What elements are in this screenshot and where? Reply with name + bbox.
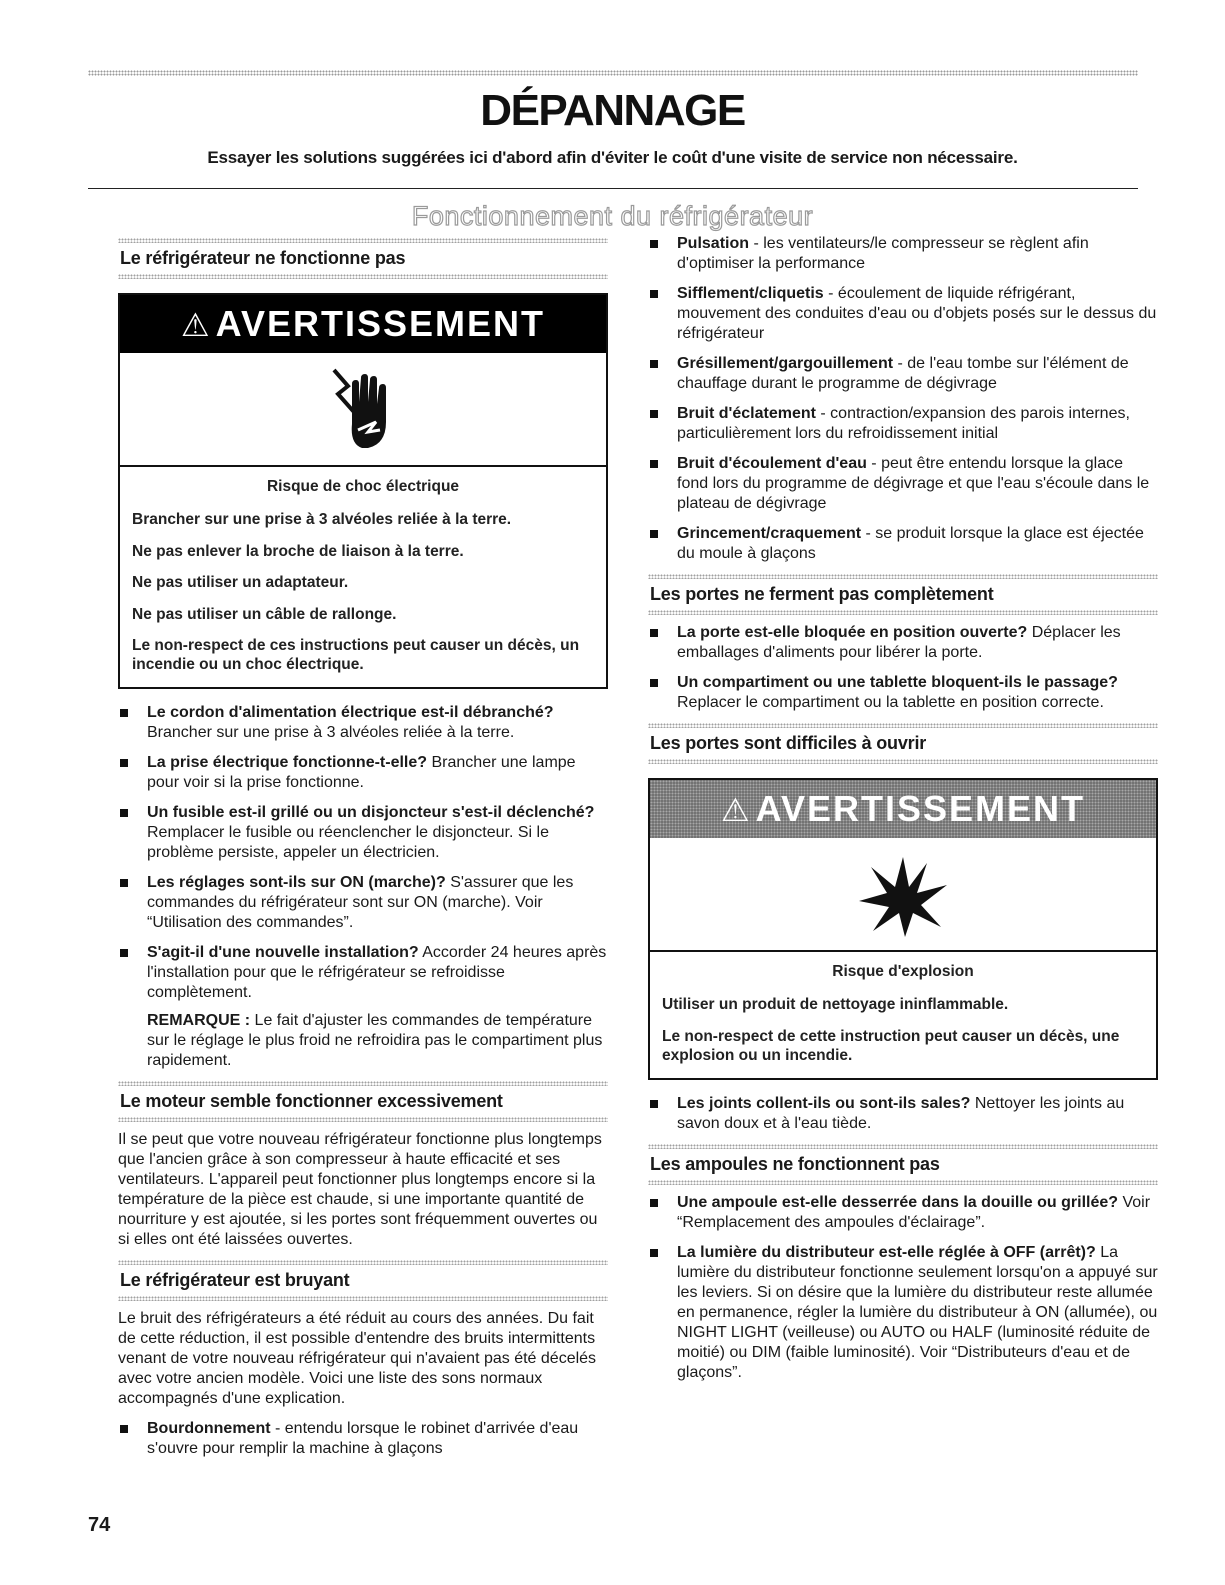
checklist [648,1094,1158,1134]
section-heading [118,1081,608,1122]
warning-line: Ne pas utiliser un adaptateur. [132,574,349,592]
list-item: Un fusible est-il grillé ou un disjoncteur s'est-il déclenché? Remplacer le fusible ou réenclencher le disjoncteur. Si le problème persiste, appeler un électricien. [118,803,608,863]
warning-line: Utiliser un produit de nettoyage ininflammable. [662,996,1009,1014]
page-subtitle: Essayer les solutions suggérées ici d'abord afin d'éviter le coût d'une visite de service non nécessaire. [207,148,1018,167]
section-heading [118,1260,608,1301]
heading-noisy: Le réfrigérateur est bruyant [120,1269,350,1290]
warning-line: Ne pas enlever la broche de liaison à la terre. [132,542,464,560]
noise-list [118,1419,608,1459]
warning-line: Le non-respect de cette instruction peut causer un décès, une explosion ou un incendie. [662,1027,1120,1065]
list-item: S'agit-il d'une nouvelle installation? Accorder 24 heures après l'installation pour que le réfrigérateur se refroidisse complètement. REMARQUE : Le fait d'ajuster les commandes de température sur le réglage le plus froid ne refroidira pas le compartiment plus rapidement. [118,943,608,1071]
list-item: Pulsation - les ventilateurs/le compresseur se règlent afin d'optimiser la performance [648,234,1158,274]
list-item: Bruit d'écoulement d'eau - peut être entendu lorsque la glace fond lors du programme de dégivrage et que l'eau s'écoule dans le plateau de dégivrage [648,454,1158,514]
list-item: Un compartiment ou une tablette bloquent-ils le passage? Replacer le compartiment ou la tablette en position correcte. [648,673,1158,713]
heading-motor: Le moteur semble fonctionner excessivement [120,1090,503,1111]
warning-line: Ne pas utiliser un câble de rallonge. [132,605,397,623]
list-item: Les réglages sont-ils sur ON (marche)? S'assurer que les commandes du réfrigérateur sont sur ON (marche). Voir “Utilisation des commandes”. [118,873,608,933]
list-item: Le cordon d'alimentation électrique est-il débranché? Brancher sur une prise à 3 alvéoles reliée à la terre. [118,703,608,743]
section-heading [118,238,608,279]
warning-header: ⚠ AVERTISSEMENT [120,295,606,353]
section-heading [648,574,1158,615]
page-number: 74 [88,1514,111,1536]
heading-not-working: Le réfrigérateur ne fonctionne pas [120,248,406,268]
checklist [648,623,1158,713]
note: REMARQUE : Le fait d'ajuster les commandes de température sur le réglage le plus froid ne refroidira pas le compartiment plus rapidement. [147,1011,603,1069]
warning-triangle-icon: ⚠ [720,792,752,828]
list-item: Sifflement/cliquetis - écoulement de liquide réfrigérant, mouvement des conduites d'eau ou d'objets posés sur le dessus du réfrigérateur [648,284,1158,344]
list-item: La lumière du distributeur est-elle réglée à OFF (arrêt)? La lumière du distributeur fonctionne seulement lorsqu'on a appuyé sur les leviers. Si on désire que la lumière du distributeur reste allumée en permanence, régler la lumière du distributeur à ON (allumée), ou NIGHT LIGHT (veilleuse) ou AUTO ou HALF (luminosité réduite de moitié) ou DIM (faible luminosité). Voir “Distributeurs d'eau et de glaçons”. [648,1243,1158,1383]
checklist [648,1193,1158,1383]
heading-doors-hard: Les portes sont difficiles à ouvrir [650,733,927,753]
section-title: Fonctionnement du réfrigérateur [411,201,814,231]
list-item: Les joints collent-ils ou sont-ils sales? Nettoyer les joints au savon doux et à l'eau tiède. [648,1094,1158,1134]
list-item: Une ampoule est-elle desserrée dans la douille ou grillée? Voir “Remplacement des ampoules d'éclairage”. [648,1193,1158,1233]
explosion-icon [650,838,1156,952]
warning-line: Brancher sur une prise à 3 alvéoles reliée à la terre. [132,511,512,529]
page-title: DÉPANNAGE [480,86,745,135]
electric-shock-hand-icon [120,353,606,467]
heading-doors-not-closing: Les portes ne ferment pas complètement [650,584,994,604]
list-item: Bruit d'éclatement - contraction/expansion des parois internes, particulièrement lors du refroidissement initial [648,404,1158,444]
warning-line: Le non-respect de ces instructions peut causer un décès, un incendie ou un choc électrique. [132,636,580,674]
warning-line: Risque d'explosion [832,963,974,980]
warning-header: ⚠ AVERTISSEMENT [650,780,1156,838]
checklist [118,703,608,1071]
heading-bulbs: Les ampoules ne fonctionnent pas [650,1153,940,1174]
top-dotted-rule [88,70,1138,76]
warning-box-explosion [648,778,1158,1080]
section-heading [648,1144,1158,1185]
section-heading [648,723,1158,764]
list-item: Bourdonnement - entendu lorsque le robinet d'arrivée d'eau s'ouvre pour remplir la machine à glaçons [118,1419,608,1459]
list-item: Grincement/craquement - se produit lorsque la glace est éjectée du moule à glaçons [648,524,1158,564]
warning-triangle-icon: ⚠ [180,307,212,343]
left-column [118,238,608,1469]
header-divider [88,188,1138,189]
list-item: La prise électrique fonctionne-t-elle? Brancher une lampe pour voir si la prise fonctionne. [118,753,608,793]
warning-line: Risque de choc électrique [266,478,460,495]
noise-list [648,234,1158,564]
paragraph: Il se peut que votre nouveau réfrigérateur fonctionne plus longtemps que l'ancien grâce à son compresseur à haute efficacité et ses ventilateurs. L'appareil peut fonctionner plus longtemps encore si la température de la pièce est chaude, si une importante quantité de nourriture y est ajoutée, si les portes sont fréquemment ouvertes ou si elles ont été laissées ouvertes. [118,1130,602,1248]
right-column [648,234,1158,1393]
warning-box-electric [118,293,608,689]
list-item: La porte est-elle bloquée en position ouverte? Déplacer les emballages d'aliments pour libérer la porte. [648,623,1158,663]
paragraph: Le bruit des réfrigérateurs a été réduit au cours des années. Du fait de cette réduction, il est possible d'entendre des bruits intermittents venant de votre nouveau réfrigérateur qui n'avaient pas été décelés avec votre ancien modèle. Voici une liste des sons normaux accompagnés d'une explication. [118,1309,597,1407]
list-item: Grésillement/gargouillement - de l'eau tombe sur l'élément de chauffage durant le programme de dégivrage [648,354,1158,394]
